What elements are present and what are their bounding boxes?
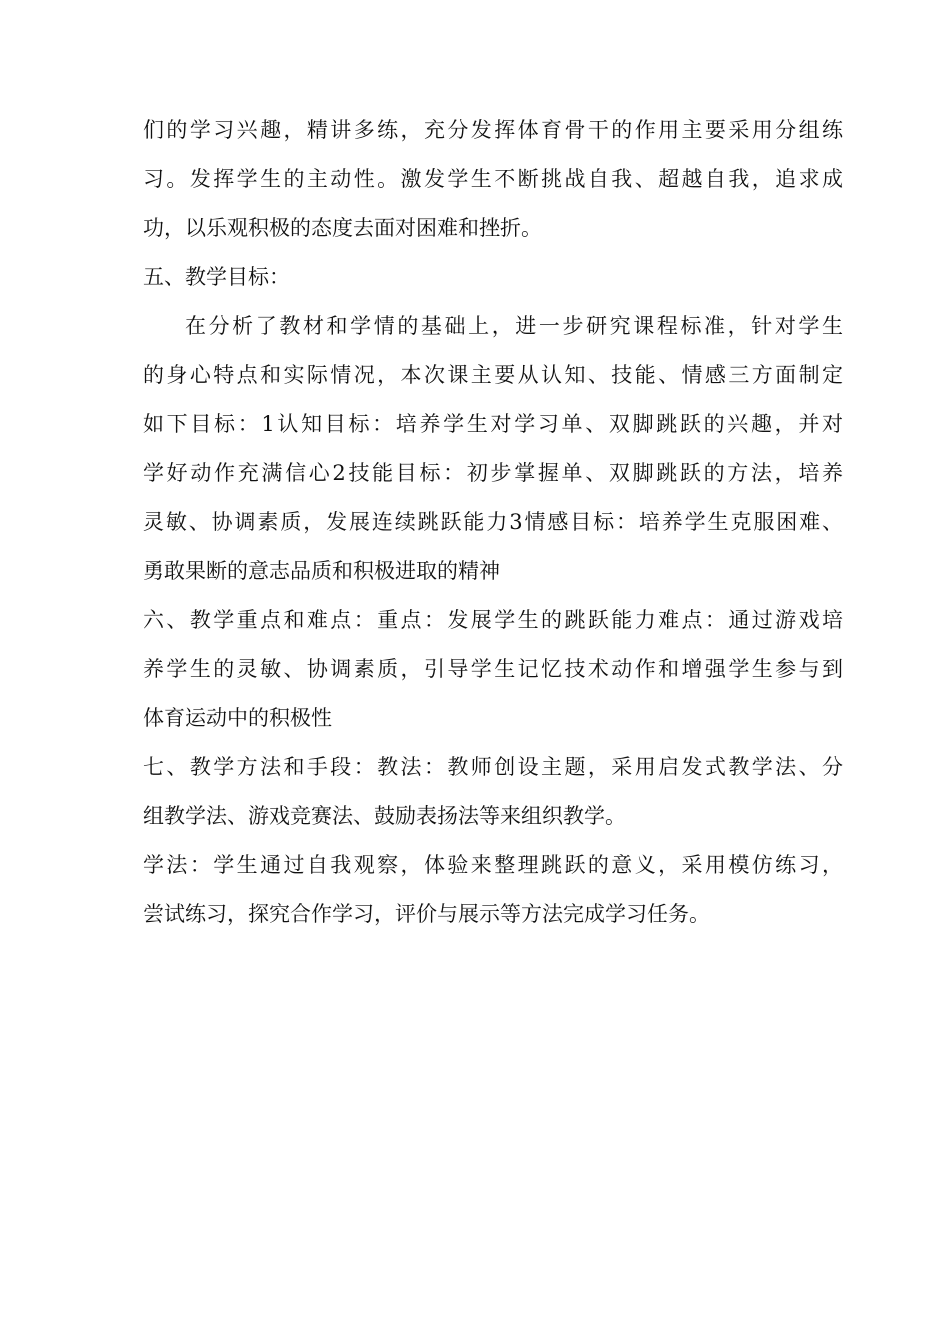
text-line: 体育运动中的积极性	[143, 706, 332, 730]
text-line: 在分析了教材和学情的基础上，进一步研究课程标准，针对学生	[185, 314, 843, 338]
text-line: 学好动作充满信心2技能目标：初步掌握单、双脚跳跃的方法，培养	[143, 461, 843, 485]
text-line: 组教学法、游戏竞赛法、鼓励表扬法等来组织教学。	[143, 804, 626, 828]
text-line: 学法：学生通过自我观察，体验来整理跳跃的意义，采用模仿练习，	[143, 853, 843, 877]
text-line: 养学生的灵敏、协调素质，引导学生记忆技术动作和增强学生参与到	[143, 657, 843, 681]
text-line: 如下目标：1认知目标：培养学生对学习单、双脚跳跃的兴趣，并对	[143, 412, 843, 436]
text-line: 尝试练习，探究合作学习，评价与展示等方法完成学习任务。	[143, 902, 710, 926]
text-line: 五、教学目标：	[143, 265, 290, 289]
text-line: 七、教学方法和手段：教法：教师创设主题，采用启发式教学法、分	[143, 755, 843, 779]
text-line: 们的学习兴趣，精讲多练，充分发挥体育骨干的作用主要采用分组练	[143, 118, 843, 142]
text-line: 六、教学重点和难点：重点：发展学生的跳跃能力难点：通过游戏培	[143, 608, 843, 632]
text-line: 功，以乐观积极的态度去面对困难和挫折。	[143, 216, 542, 240]
text-line: 习。发挥学生的主动性。激发学生不断挑战自我、超越自我，追求成	[143, 167, 843, 191]
document-body	[143, 106, 843, 939]
text-line: 灵敏、协调素质，发展连续跳跃能力3情感目标：培养学生克服困难、	[143, 510, 843, 534]
text-line: 勇敢果断的意志品质和积极进取的精神	[143, 559, 500, 583]
text-line: 的身心特点和实际情况，本次课主要从认知、技能、情感三方面制定	[143, 363, 843, 387]
